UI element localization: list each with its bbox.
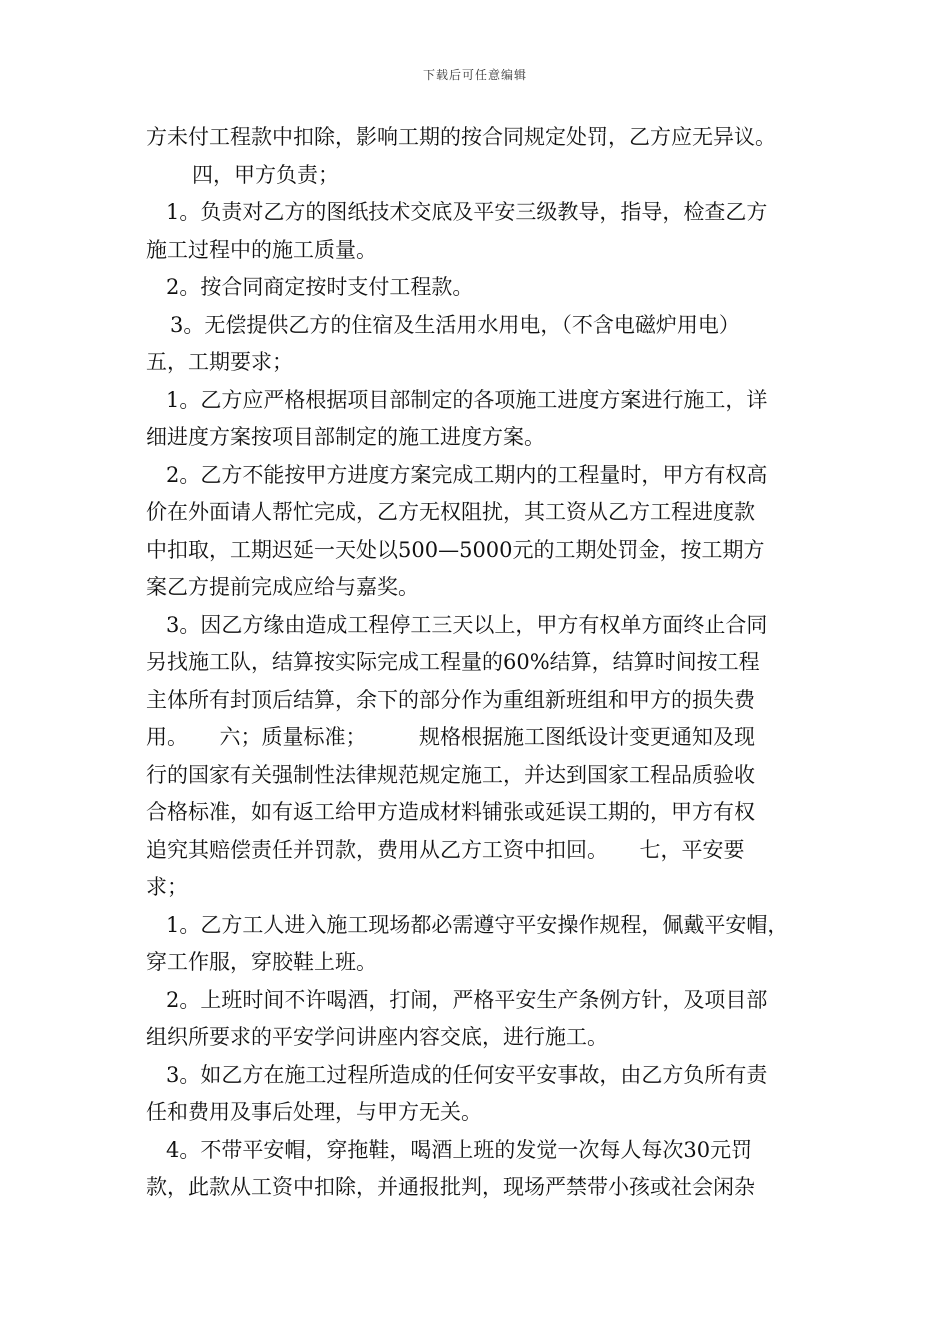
document-line: 追究其赔偿责任并罚款，费用从乙方工资中扣回。 七，平安要 (146, 837, 745, 862)
document-line: 1。负责对乙方的图纸技术交底及平安三级教导，指导，检查乙方 (166, 200, 768, 224)
document-line: 细进度方案按项目部制定的施工进度方案。 (146, 425, 545, 449)
document-line: 3。无偿提供乙方的住宿及生活用水用电，（不含电磁炉用电） (170, 312, 740, 337)
document-line: 求； (146, 875, 188, 899)
document-body (146, 119, 810, 1207)
document-line: 组织所要求的平安学问讲座内容交底，进行施工。 (146, 1025, 608, 1049)
document-line: 2。上班时间不许喝酒，打闹，严格平安生产条例方针，及项目部 (166, 987, 768, 1012)
document-line: 中扣取，工期迟延一天处以500—5000元的工期处罚金，按工期方 (146, 537, 765, 562)
document-line: 1。乙方工人进入施工现场都必需遵守平安操作规程，佩戴平安帽， (166, 912, 789, 937)
document-line: 2。按合同商定按时支付工程款。 (166, 275, 474, 299)
document-line: 2。乙方不能按甲方进度方案完成工期内的工程量时，甲方有权高 (166, 462, 768, 487)
document-line: 3。因乙方缘由造成工程停工三天以上，甲方有权单方面终止合同 (166, 612, 768, 637)
document-line: 案乙方提前完成应给与嘉奖。 (146, 575, 419, 599)
document-line: 4。不带平安帽，穿拖鞋，喝酒上班的发觉一次每人每次30元罚 (166, 1137, 753, 1162)
document-line: 1。乙方应严格根据项目部制定的各项施工进度方案进行施工，详 (166, 387, 768, 412)
document-line: 五，工期要求； (146, 350, 293, 374)
document-line: 主体所有封顶后结算，余下的部分作为重组新班组和甲方的损失费 (146, 687, 755, 712)
document-line: 施工过程中的施工质量。 (146, 237, 377, 262)
document-line: 方未付工程款中扣除，影响工期的按合同规定处罚，乙方应无异议。 (146, 125, 776, 149)
document-line: 价在外面请人帮忙完成，乙方无权阻扰，其工资从乙方工程进度款 (146, 500, 755, 524)
document-line: 款，此款从工资中扣除，并通报批判，现场严禁带小孩或社会闲杂 (146, 1175, 755, 1199)
document-line: 任和费用及事后处理，与甲方无关。 (146, 1100, 482, 1124)
document-line: 行的国家有关强制性法律规范规定施工，并达到国家工程品质验收 (146, 762, 755, 787)
document-line: 穿工作服，穿胶鞋上班。 (146, 950, 377, 974)
document-line: 四，甲方负责； (192, 162, 339, 187)
document-line: 用。 六；质量标准； 规格根据施工图纸设计变更通知及现 (146, 725, 755, 749)
document-line: 另找施工队，结算按实际完成工程量的60%结算，结算时间按工程 (146, 650, 760, 674)
page-header: 下载后可任意编辑 (422, 68, 527, 82)
document-line: 3。如乙方在施工过程所造成的任何安平安事故，由乙方负所有责 (166, 1062, 768, 1087)
document-line: 合格标准，如有返工给甲方造成材料铺张或延误工期的，甲方有权 (146, 800, 755, 824)
